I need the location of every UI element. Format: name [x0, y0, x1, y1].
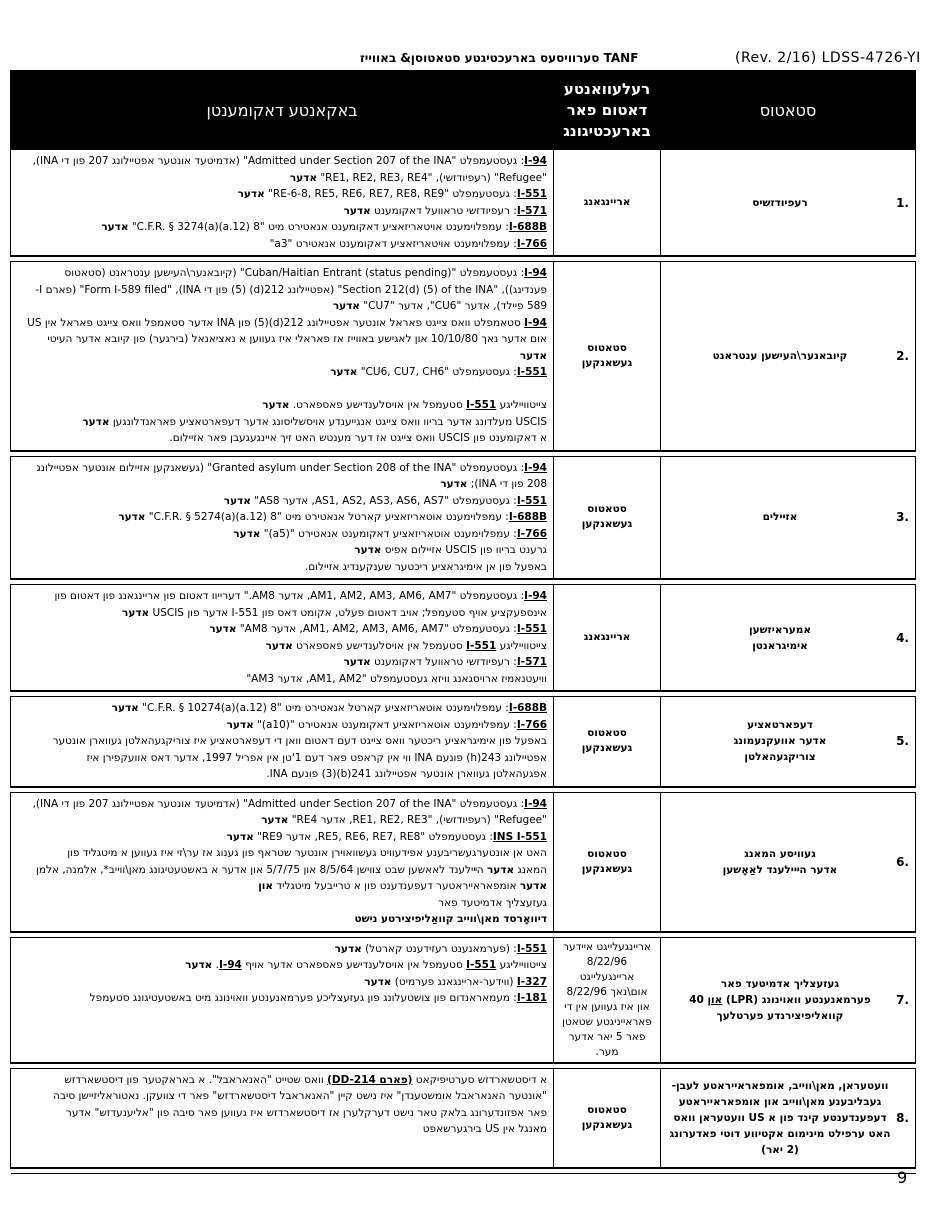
document-line: I-571: רעפיודזשי טראוועל דאקומענט אדער: [343, 204, 547, 217]
status-line: אדער אוועקנעמונג: [733, 735, 827, 748]
status-line: אדער הײילענד לאַאָשען: [722, 863, 838, 876]
date-cell: [554, 585, 661, 692]
document-line: געזעצליך אדמיטעד פאר: [438, 896, 547, 909]
document-line: אינספעקציע אויף סטעמפל; אויב דאטום פעלט, אקומט דאס פון I-551 אדער פון USCIS אדער: [122, 606, 547, 619]
table-row: [11, 792, 916, 932]
date-cell: [554, 697, 661, 787]
document-line: באפעל פון אימיגראציע ריכטער וואס צייגט דעם דאטום וואן די דעפארטאציע איז צוריקגעהאלטן געווארן אונטער: [52, 735, 547, 747]
documents-cell: [11, 1068, 554, 1168]
document-line: פענדינג)), "Section 212(d) (5) of the INA" (אפטיילונג 212(d) (5) פון די INA), "Form I-589 filed" (פארם I-: [35, 283, 547, 296]
row-number: 2.: [896, 348, 909, 363]
document-line: I-688B: עמפלוימענט אוטאריזאציע קארטל אנאטירט מיט "8 C.F.R. § 5274(a)(a.12)" אדער: [118, 511, 547, 523]
status-cell: [661, 937, 916, 1063]
date-cell: [554, 150, 661, 257]
date-line: סטאטוס: [587, 1103, 627, 1116]
form-id: (Rev. 2/16) LDSS-4726-YI: [735, 50, 921, 66]
document-line: INS I-551: געסטעמפלט "RE5, RE6, RE7, RE8, אדער RE9" אדער: [226, 830, 547, 843]
documents-cell: [11, 456, 554, 579]
document-line: פאר אפזונדערונג בלאק טאר נישט דערקלערן אז דיסטשארדזש איז געווען פאר סיבה פון "אליענעדזש" אדער: [65, 1106, 547, 1119]
document-line: I-94: געסטעמפלט "AM1, AM2, AM3, AM6, AM7, אדער AM8." דערייוו דאטום פון אריינגאנג פון דאטום פון: [54, 590, 547, 602]
status-line: קוואליפיצירנדע פערטלעך: [716, 1009, 844, 1022]
document-line: אדער אומפאראייראטער דעפענדענט פון א טרייבעל מיטגליד און: [258, 880, 547, 892]
document-line: I-571: רעפיודזשי טראוועל דאקומענט אדער: [343, 656, 547, 668]
status-cell: [661, 456, 916, 579]
document-line: צייטווייליגע I-551 סטעמפל אין אויסלענדישע פאספארט. אדער: [262, 399, 547, 411]
date-line: סטאטוס: [587, 727, 627, 740]
document-line: I-94: געסטעמפלט "Admitted under Section 207 of the INA" (אדמיטעד אונטער אפטיילונג 207 פון די INA),: [32, 797, 547, 810]
table-row: [11, 456, 916, 579]
row-number: 3.: [896, 510, 909, 525]
date-cell: [554, 456, 661, 579]
document-line: מאנגל אין US בירגערשאפט: [422, 1123, 547, 1135]
date-line: סטאטוס: [587, 341, 627, 354]
document-line: האט אן אונטערגעשריבענע אפידעוויט געשוואוירן אונטער שטראף פון גענוג אז ער\זי איז געווען א מיטגליד פון: [67, 847, 547, 859]
status-line: געבליבענע מאן\ווייב און אומפאראייראטע: [678, 1095, 882, 1108]
documents-cell: [11, 150, 554, 257]
document-line: א דאקומענט פון USCIS וואס צייגט אז דער מענטש האט זיך איינגעגעבן פאר אזיילום.: [169, 432, 547, 444]
status-cell: [661, 1068, 916, 1168]
document-line: "Refugee" (רעפיודזשי), "RE1, RE2, RE3, אדער RE4" אדער: [261, 814, 547, 826]
document-line: I-688B: עמפלוימענט אוטאריזאציע קארטל אנאטירט מיט "8 C.F.R. § 10274(a)(a.12)" אדער: [111, 702, 547, 714]
status-cell: [661, 585, 916, 692]
status-line: וועטעראן, מאן\ווייב, אומפאראייראטע לעבן-: [671, 1079, 889, 1092]
date-line: 8/22/96: [586, 955, 628, 968]
document-line: המאנג אדער הײילענד לאאשען שבט צווישן 8/5/64 און 5/7/75 און אדער א באשטעטיגונג מאן\ווייב*, אלמנה, אלמן: [36, 863, 547, 876]
row-number: 8.: [896, 1110, 909, 1125]
document-line: גרענט בריוו פון USCIS אזיילום אפיס אדער: [354, 544, 547, 556]
status-line: דעפארטאציע: [747, 719, 813, 732]
document-line: 589 פיילד), אדער "CU6", אדער "CU7" אדער: [332, 300, 547, 312]
status-table: [10, 70, 916, 1174]
document-line: א דיסטשארדזש סערטיפיקאט (פארם DD-214) וואס שטייט "האנאראבל". א באראקטער פון דיסטשארדזש: [64, 1073, 547, 1086]
document-line: וויעטנאמיז ארויסגאנג וויזא געסטעמפלט "AM1, AM2, אדער AM3": [246, 672, 547, 685]
date-line: מער.: [595, 1045, 619, 1058]
date-line: אריינגעלייגט איידער: [563, 940, 651, 953]
document-line: I-94 סטאמפלט וואס צייגט פאראל אונטער אפטיילונג 212(d)(5) פון INA אדער סטאמפל וואס צייגט פאראל אין US: [27, 316, 547, 329]
status-cell: [661, 792, 916, 932]
document-line: I-766: עמפלוימענט אוטאריזאציע דאקומענט אנאטירט "(a10)" אדער: [226, 718, 547, 731]
header-date-line: רעלעוואנטע: [563, 79, 651, 98]
header-date: [554, 71, 661, 150]
header-date-line: דאטום פאר: [566, 100, 648, 119]
date-line: געשאנקען: [581, 862, 633, 875]
document-line: אפטיילונג 243(h) פונעם INA ווי אין קראפט פאר דעם 1'טן אין אפריל 1997, אדער דאס אוועקפירן איז: [86, 751, 547, 764]
documents-cell: [11, 262, 554, 451]
document-line: "Refugee" (רעפיודזשי), "RE1, RE2, RE3, RE4" אדער: [289, 171, 547, 184]
date-line: פאראייניגטע שטאטן: [562, 1015, 652, 1028]
date-line: סטאטוס: [587, 503, 627, 516]
document-line: I-766: עמפלוימענט אוטאריזאציע דאקומענט אנאטירט "(a5)" אדער: [233, 527, 547, 540]
table-row: [11, 697, 916, 787]
document-line: I-94: געסטעמפלט "Granted asylum under Section 208 of the INA" (געשאנקען אזיילום אונטער אפטיילונג: [36, 461, 547, 474]
documents-cell: [11, 937, 554, 1063]
status-line: געזעצליך אדמיטעד פאר: [720, 977, 840, 990]
table-row: [11, 262, 916, 451]
status-line: דעפענדענטע קינד פון א US וועטעראן וואס: [673, 1111, 887, 1124]
row-number: 4.: [896, 630, 909, 645]
status-line: קיובאנער\העישען ענטראנט: [712, 349, 848, 362]
date-cell: [554, 262, 661, 451]
date-line: געשאנקען: [581, 742, 633, 755]
status-line: אזיילים: [762, 511, 798, 524]
document-line: I-551: געסטעמפלט "RE-6-8, RE5, RE6, RE7, RE8, RE9" אדער: [237, 188, 547, 200]
header-date-line: בארעכטיגונג: [563, 121, 651, 140]
document-line: I-551: געסטעמפלט "AS1, AS2, AS3, AS6, AS7, אדער AS8" אדער: [223, 494, 547, 507]
date-line: געשאנקען: [581, 518, 633, 531]
table-row: [11, 937, 916, 1063]
document-line: דיוואָרסד מאן\ווייב קוואַליפיצירטע נישט: [354, 913, 547, 925]
status-line: רעפיודזשיס: [752, 196, 808, 209]
date-line: אריינגאנג: [583, 631, 631, 643]
date-line: אריינגאנג: [583, 196, 631, 208]
document-line: I-94: געסטעמפלט "Admitted under Section 207 of the INA" (אדמיטעד אונטער אפטיילונג 207 פון די INA),: [32, 155, 547, 167]
document-line: I-327 (ווידער-אריינגאנג פערמיט) אדער: [364, 975, 547, 988]
row-number: 1.: [896, 195, 909, 210]
document-line: צייטווייליגע I-551 סטעמפל אין אויסלענדישע פאספארט אדער: [265, 639, 547, 652]
document-line: USCIS מעלדונג אדער בריוו וואס צייגט אנגייענדע אויסשליסונג אדער דעפארטאציע פאראנדלונגען אדער: [82, 415, 547, 428]
status-line: אמעראיזשען: [748, 623, 812, 636]
document-line: I-551: (פערמאנענט רעזידענט קארטל) אדער: [334, 942, 547, 955]
status-line: צוריקגעהאלטן: [744, 751, 816, 764]
document-line: I-551: געסטעמפלט "CU6, CU7, CH6" אדער: [330, 366, 547, 378]
status-cell: [661, 150, 916, 257]
date-line: געשאנקען: [581, 1118, 633, 1131]
status-line: (2 יאר): [761, 1143, 799, 1156]
document-line: צייטווייליגע I-551 סטעמפל אין אויסלענדישע פאספארט אדער אויף I-94. אדער: [185, 959, 547, 971]
document-line: [17, 381, 547, 398]
date-line: אריינגעלייגט: [579, 970, 635, 983]
document-line: אום אדער נאך 10/10/80 און לאגישע באווייז אז פאראלי איז געווען א נאציאנאל (בירגער) פון קיובא אדער העיטי: [47, 333, 547, 345]
date-cell: [554, 792, 661, 932]
date-line: סטאטוס: [587, 847, 627, 860]
status-cell: [661, 697, 916, 787]
form-title: TANF סערוויסעס בארעכטיגטע סטאטוסן& באווייז: [360, 51, 639, 65]
row-separator: [11, 1168, 916, 1174]
document-line: "אונטער האנאראבל אומשטענדן" איז נישט קיין "האנאראבל דיסטשארדזש" פאר די צוועקן. נאטוראליזיישן סיבה: [53, 1090, 547, 1102]
document-line: I-94: געסטעמפלט "Cuban/Haitian Entrant (status pending)" (קיובאנער\העישען ענטראנט (סטאטוס: [64, 267, 547, 279]
status-line: געוויסע המאנג: [744, 847, 816, 860]
document-line: באפעל פון אן אימיגראציע ריכטער שענקענדיג אזיילום.: [304, 560, 547, 573]
date-cell: [554, 937, 661, 1063]
documents-cell: [11, 585, 554, 692]
date-line: געשאנקען: [581, 356, 633, 369]
status-line: האט ערפילט מינימום אקטיווע דוטי פאדערונג: [669, 1127, 891, 1140]
status-line: פערמאנענטע וואוינונג (LPR) און 40: [689, 993, 871, 1006]
date-line: אום\נאך 8/22/96: [566, 985, 648, 998]
row-number: 7.: [896, 992, 909, 1007]
date-line: און איז געווען אין די: [564, 1000, 650, 1013]
document-line: I-551: געסטעמפלט "AM1, AM2, AM3, AM6, AM7, אדער AM8" אדער: [209, 623, 547, 635]
date-line: פאר 5 יאר אדער: [568, 1030, 646, 1043]
document-line: 208 פון די INA); אדער: [440, 478, 547, 490]
document-line: I-688B: עמפלוימענט אויטאריזאציע דאקומענט אנאטירט מיט "8 C.F.R. § 3274(a)(a.12)" אדער: [101, 221, 547, 233]
table-row: [11, 150, 916, 257]
row-number: 6.: [896, 854, 909, 869]
table-row: [11, 1068, 916, 1168]
documents-cell: [11, 792, 554, 932]
page-header: [10, 50, 921, 68]
document-line: אפגעהאלטן געווארן אונטער אפטיילונג 241(b)(3) פונעם INA.: [266, 768, 547, 780]
documents-cell: [11, 697, 554, 787]
document-line: אדער: [519, 349, 547, 362]
table-row: [11, 585, 916, 692]
row-number: 5.: [896, 734, 909, 749]
header-documents: באקאנטע דאקומענטן: [11, 71, 554, 150]
header-status: סטאטוס: [661, 71, 916, 150]
status-line: אימיגראנטן: [752, 639, 808, 652]
document-line: I-766: עמפלוימענט אויטאריזאציע דאקומענט אנאטירט "a3": [269, 237, 547, 250]
date-cell: [554, 1068, 661, 1168]
document-line: I-181: מעמאראנדום פון צושטעלונג פון געזעצליכע פערמאנענטע וואוינונג מיט באשטעטיגונג סטעמפל: [89, 992, 547, 1004]
page-number: 9: [897, 1168, 908, 1187]
status-cell: [661, 262, 916, 451]
table-header-row: [11, 71, 916, 150]
